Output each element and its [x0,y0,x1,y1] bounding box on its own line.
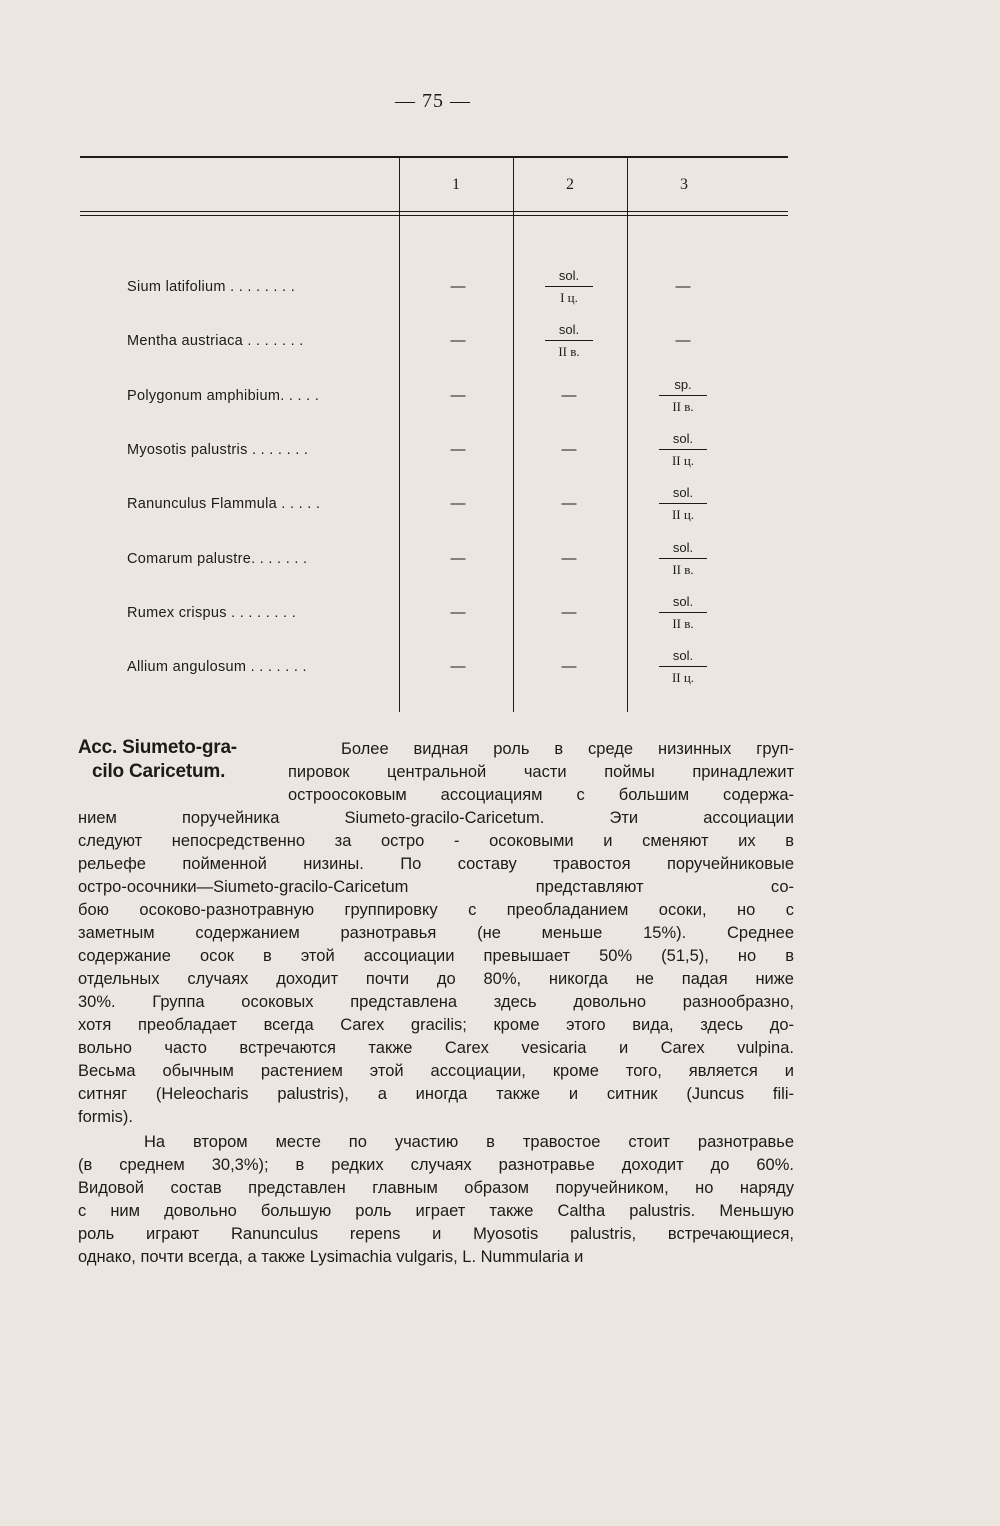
text-line: Более видная роль в среде низинных груп- [341,740,794,758]
abundance-fraction [514,322,624,360]
empty-dash: — [450,495,466,513]
text-line: содержание осок в этой ассоциации превышает 50% (51,5), но в [78,947,794,965]
empty-dash: — [450,603,466,621]
species-name: Mentha austriaca . . . . . . . [127,333,304,350]
fraction-bar [659,503,707,504]
association-heading-line: Асс. Siumeto-gra- [78,737,237,758]
table-row [0,320,1000,370]
abundance-fraction [628,485,738,523]
abundance-value: sol. [672,539,694,555]
table-row [0,592,1000,642]
fraction-bar [659,666,707,667]
table-row [0,538,1000,588]
empty-dash: — [450,386,466,404]
fraction-bar [659,612,707,613]
frequency-value: II ц. [671,670,695,686]
association-heading-line: cilo Caricetum. [92,761,226,782]
empty-dash: — [561,386,577,404]
paragraph [78,1131,794,1271]
species-name: Allium angulosum . . . . . . . [127,659,307,676]
text-line: однако, почти всегда, а также Lysimachia vulgaris, L. Nummularia и [78,1248,584,1266]
abundance-fraction [628,431,738,469]
empty-dash: — [561,495,577,513]
text-line: бою осоково-разнотравную группировку с преобладанием осоки, но с [78,901,794,919]
text-line: роль играют Ranunculus repens и Myosotis palustris, встречающиеся, [78,1225,794,1243]
text-line: вольно часто встречаются также Carex vesicaria и Carex vulpina. [78,1039,794,1057]
abundance-value: sol. [672,485,694,501]
text-line: следуют непосредственно за остро - осоковыми и сменяют их в [78,832,794,850]
page-number: — 75 — [395,90,471,112]
abundance-fraction [514,268,624,306]
text-line: (в среднем 30,3%); в редких случаях разнотравье доходит до 60%. [78,1156,794,1174]
text-line: нием поручейника Siumeto-gracilo-Caricetum. Эти ассоциации [78,809,794,827]
abundance-fraction [628,377,738,415]
text-line: formis). [78,1108,133,1126]
text-line: остроосоковым ассоциациям с большим содержа- [288,786,794,804]
table-row [0,266,1000,316]
species-name: Ranunculus Flammula . . . . . [127,496,321,513]
paragraph [78,738,794,1128]
column-header-1: 1 [452,176,460,193]
empty-dash: — [561,440,577,458]
text-line: Весьма обычным растением этой ассоциации, кроме того, является и [78,1062,794,1080]
species-name: Comarum palustre. . . . . . . [127,550,308,567]
frequency-value: II в. [558,344,580,360]
table-row [0,646,1000,696]
fraction-bar [659,449,707,450]
abundance-value: sol. [672,648,694,664]
frequency-value: II в. [672,398,694,414]
empty-dash: — [675,332,691,350]
fraction-bar [659,395,707,396]
text-line: хотя преобладает всегда Carex gracilis; кроме этого вида, здесь до- [78,1016,794,1034]
table-row [0,375,1000,425]
abundance-fraction [628,648,738,686]
table-row [0,483,1000,533]
fraction-bar [545,286,593,287]
species-name: Rumex crispus . . . . . . . . [127,604,297,621]
abundance-value: sol. [558,268,580,283]
species-name: Sium latifolium . . . . . . . . [127,279,296,295]
frequency-value: I ц. [560,290,578,305]
abundance-value: sp. [674,376,692,392]
abundance-value: sol. [672,593,694,609]
empty-dash: — [561,603,577,621]
abundance-fraction [628,540,738,578]
frequency-value: II ц. [671,452,695,468]
species-name: Myosotis palustris . . . . . . . [127,441,309,458]
table-row [0,429,1000,479]
text-line: остро-осочники—Siumeto-gracilo-Caricetum представляют со- [78,878,794,896]
empty-dash: — [450,440,466,458]
empty-dash: — [450,278,466,295]
fraction-bar [545,340,593,341]
table-top-rule [80,156,788,158]
text-line: рельефе пойменной низины. По составу травостоя поручейниковые [78,855,794,873]
text-line: с ним довольно большую роль играет также Caltha palustris. Меньшую [78,1202,794,1220]
column-header-3: 3 [680,176,688,193]
table-header-rule [80,211,788,212]
empty-dash: — [450,549,466,567]
abundance-value: sol. [672,430,694,446]
table-header-rule-2 [80,215,788,216]
abundance-value: sol. [558,322,580,338]
empty-dash: — [450,332,466,350]
column-header-2: 2 [566,176,574,193]
fraction-bar [659,558,707,559]
frequency-value: II ц. [671,507,695,523]
empty-dash: — [450,658,466,676]
frequency-value: II в. [672,615,694,631]
species-name: Polygonum amphibium. . . . . [127,387,320,404]
frequency-value: II в. [672,561,694,577]
empty-dash: — [675,278,691,295]
text-line: Видовой состав представлен главным образом поручейником, но наряду [78,1179,794,1197]
text-line: пировок центральной части поймы принадлежит [288,763,794,781]
empty-dash: — [561,658,577,676]
text-line: заметным содержанием разнотравья (не меньше 15%). Среднее [78,924,794,942]
text-line: ситняг (Heleocharis palustris), а иногда также и ситник (Juncus fili- [78,1085,794,1103]
abundance-fraction [628,594,738,632]
text-line: 30%. Группа осоковых представлена здесь довольно разнообразно, [78,993,794,1011]
text-line: На втором месте по участию в травостое стоит разнотравье [144,1133,794,1151]
empty-dash: — [561,549,577,567]
text-line: отдельных случаях доходит почти до 80%, никогда не падая ниже [78,970,794,988]
